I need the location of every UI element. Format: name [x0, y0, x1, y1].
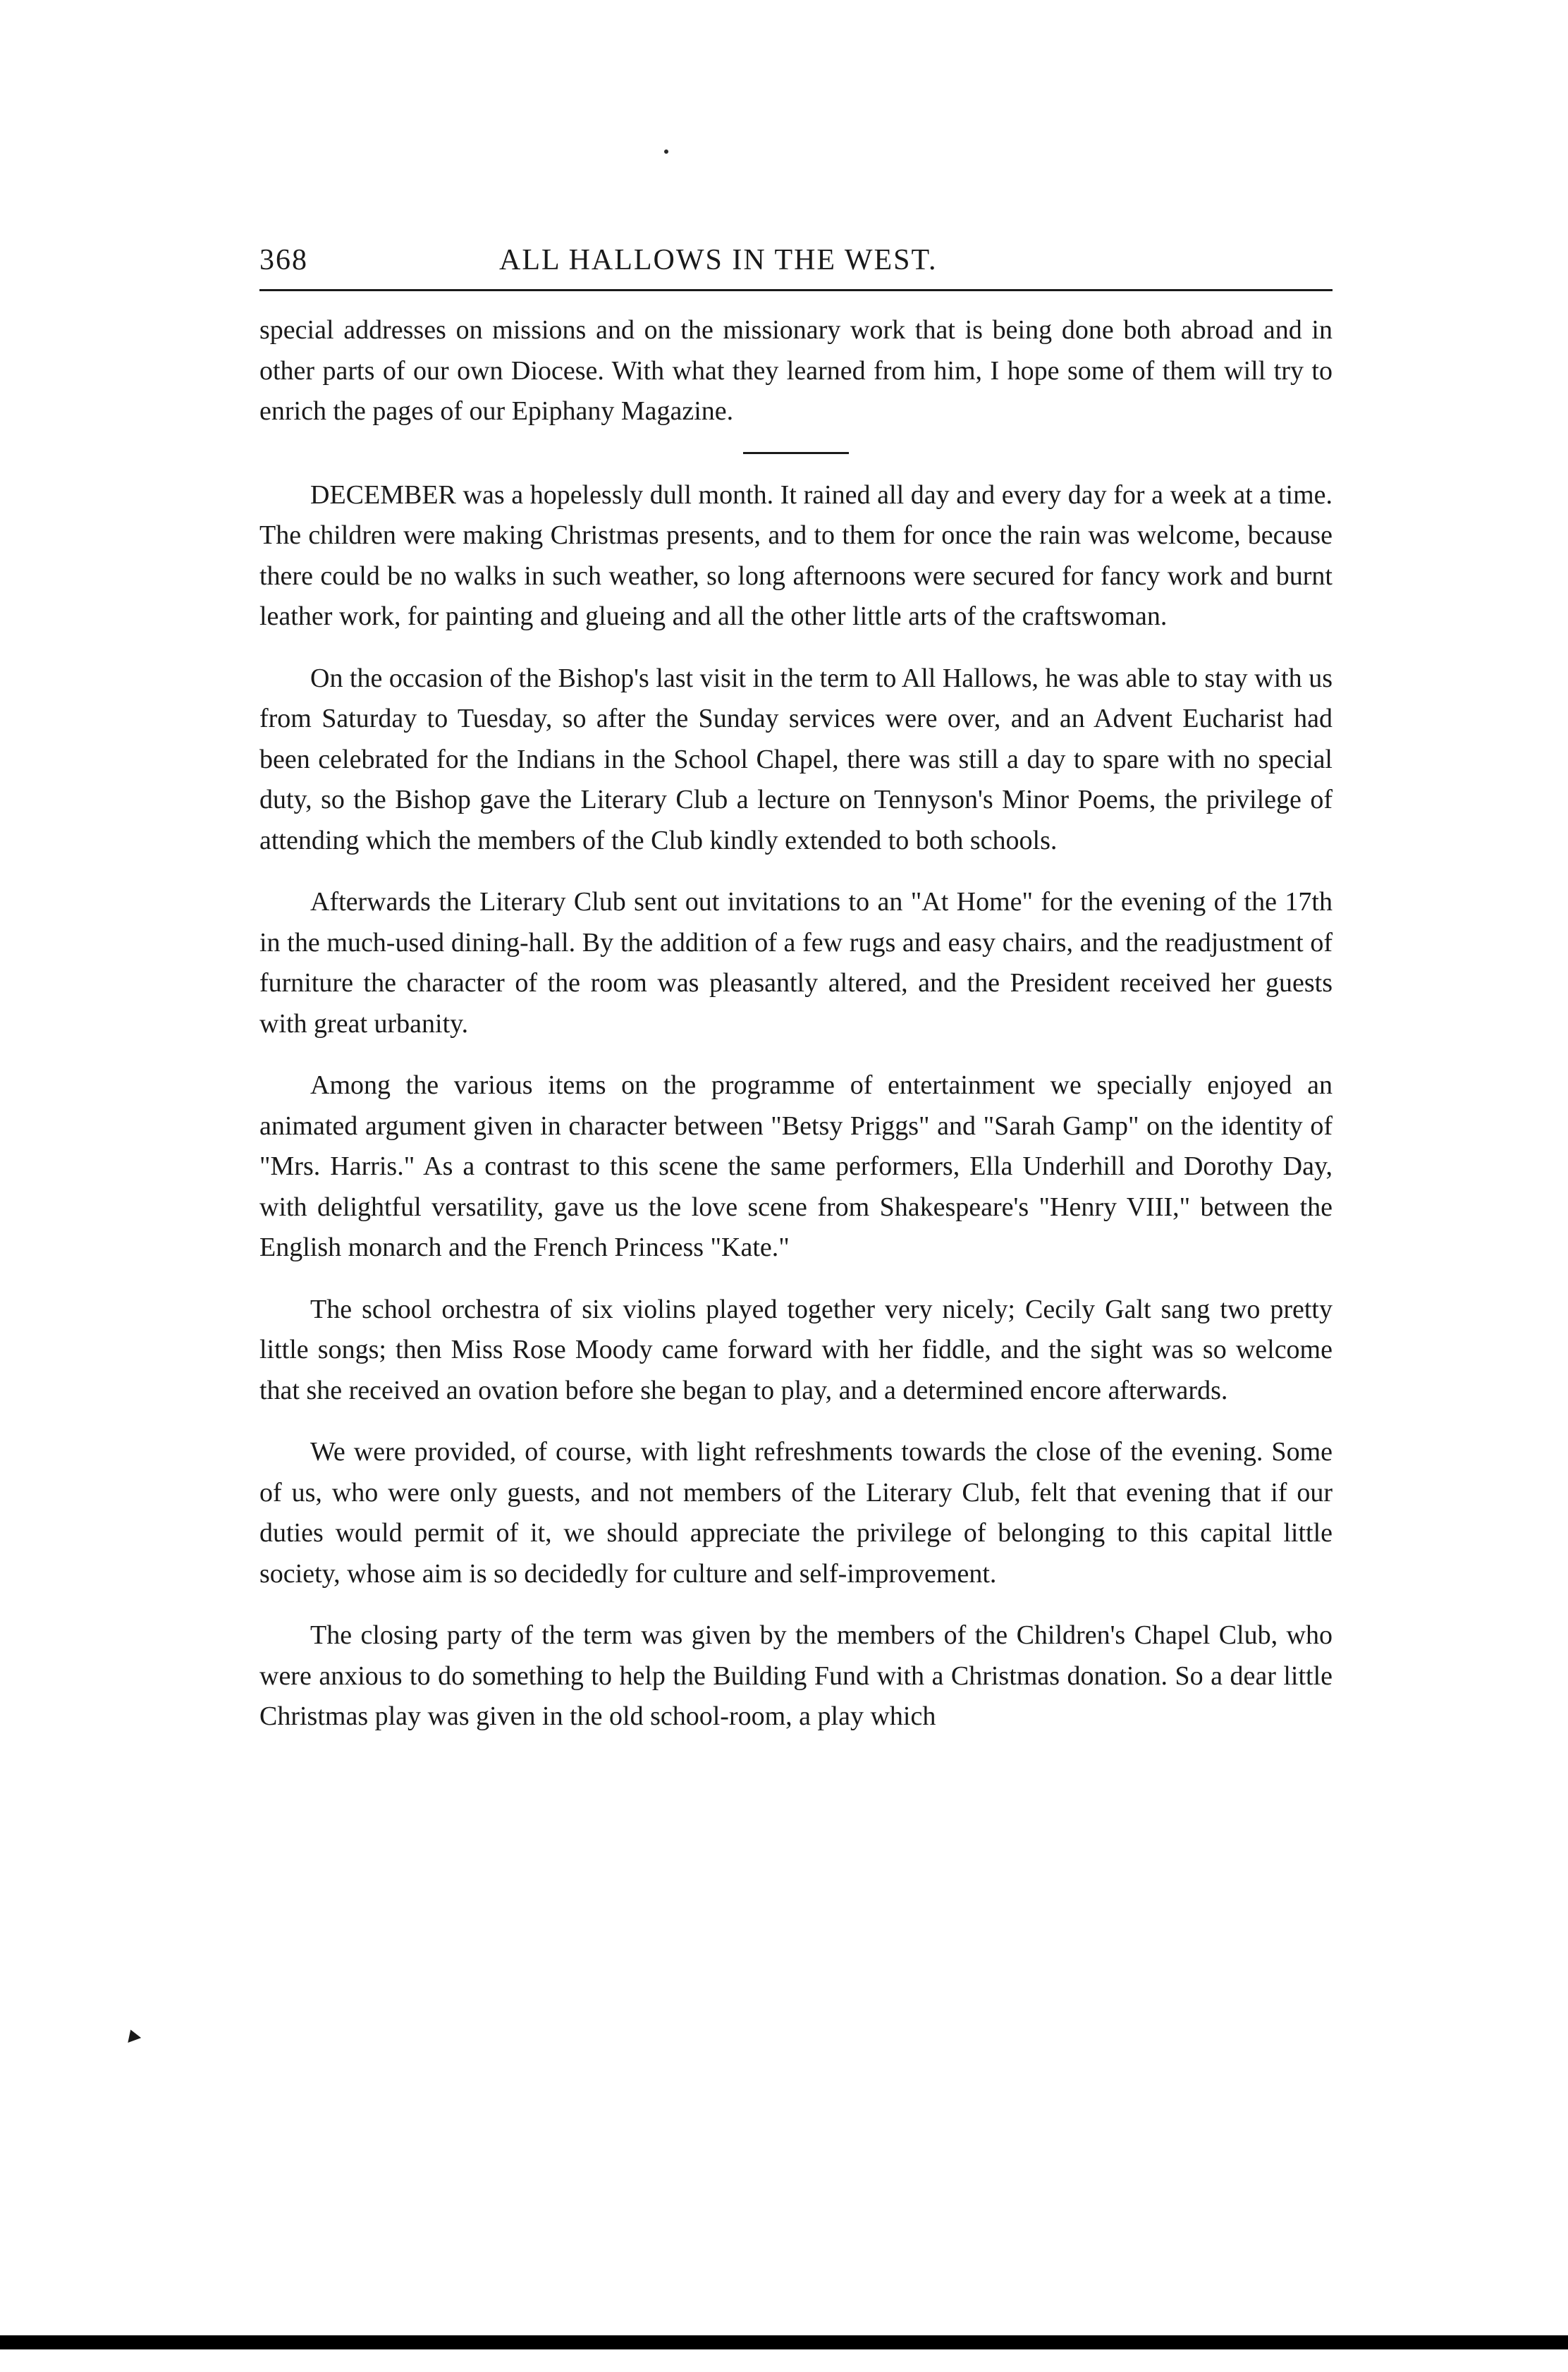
running-title: ALL HALLOWS IN THE WEST. [499, 244, 938, 276]
scan-edge-band [0, 2335, 1568, 2349]
paragraph-continued: special addresses on missions and on the missionary work that is being done both abroad and in other parts of our own Diocese. With what they learned from him, I hope some of them will try to enrich the pages of our Epiphany Magazine. [259, 315, 1333, 426]
paragraph: DECEMBER was a hopelessly dull month. It rained all day and every day for a week at a time. The children were making Christmas presents, and to them for once the rain was welcome, because there could be no walks in such weather, so long afternoons were secured for fancy work and burnt leather work, for painting and glueing and all the other little arts of the craftswoman. [259, 479, 1333, 631]
paragraph: The school orchestra of six violins played together very nicely; Cecily Galt sang two pretty little songs; then Miss Rose Moody came forward with her fiddle, and the sight was so welcome that she received an ovation before she began to play, and a determined encore afterwards. [259, 1294, 1333, 1405]
margin-mark [124, 2027, 141, 2043]
body-text [259, 310, 1333, 1737]
section-divider [743, 452, 849, 454]
paragraph: The closing party of the term was given by the members of the Children's Chapel Club, who were anxious to do something to help the Building Fund with a Christmas donation. So a dear little Christmas play was given in the old school-room, a play which [259, 1620, 1333, 1731]
page-number: 368 [259, 244, 308, 276]
header-rule [259, 289, 1333, 291]
paragraph: Afterwards the Literary Club sent out invitations to an "At Home" for the evening of the 17th in the much-used dining-hall. By the addition of a few rugs and easy chairs, and the readjustment of furniture the character of the room was pleasantly altered, and the President received her guests with great urbanity. [259, 887, 1333, 1039]
ink-speck [664, 149, 668, 154]
paragraph: On the occasion of the Bishop's last visit in the term to All Hallows, he was able to stay with us from Saturday to Tuesday, so after the Sunday services were over, and an Advent Eucharist had been celebrated for the Indians in the School Chapel, there was still a day to spare with no special duty, so the Bishop gave the Literary Club a lecture on Tennyson's Minor Poems, the privilege of attending which the members of the Club kindly extended to both schools. [259, 663, 1333, 855]
page-header [259, 243, 1333, 283]
paragraph: Among the various items on the programme of entertainment we specially enjoyed an animated argument given in character between "Betsy Priggs" and "Sarah Gamp" on the identity of "Mrs. Harris." As a contrast to this scene the same performers, Ella Underhill and Dorothy Day, with delightful versatility, gave us the love scene from Shakespeare's "Henry VIII," between the English monarch and the French Princess "Kate." [259, 1070, 1333, 1262]
paragraph: We were provided, of course, with light refreshments towards the close of the evening. Some of us, who were only guests, and not members of the Literary Club, felt that evening that if our duties would permit of it, we should appreciate the privilege of belonging to this capital little society, whose aim is so decidedly for culture and self-improvement. [259, 1437, 1333, 1589]
